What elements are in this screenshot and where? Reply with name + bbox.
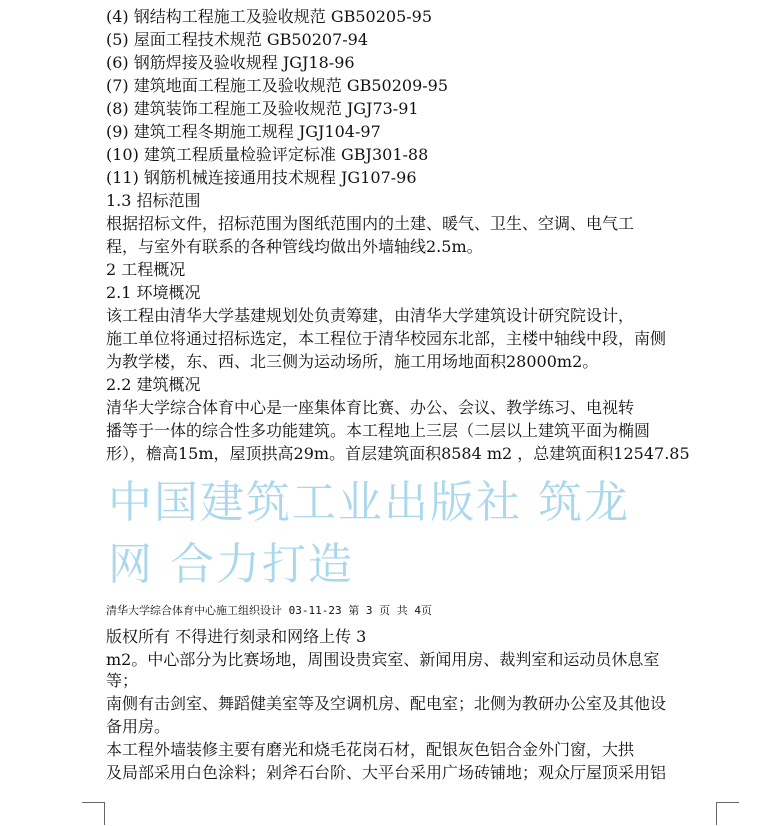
section-heading: 1.3 招标范围 [106, 191, 201, 210]
text-line: (11) 钢筋机械连接通用技术规程 JG107-96 [106, 168, 417, 187]
text-line: 根据招标文件，招标范围为图纸范围内的土建、暖气、卫生、空调、电气工 [106, 214, 635, 233]
text-line: 为教学楼，东、西、北三侧为运动场所，施工用场地面积28000m2。 [106, 352, 599, 371]
text-line: (8) 建筑装饰工程施工及验收规范 JGJ73-91 [106, 99, 419, 118]
section-heading: 2.1 环境概况 [106, 283, 201, 302]
copyright-notice: 版权所有 不得进行刻录和网络上传 3 [106, 627, 367, 646]
text-line: (5) 屋面工程技术规范 GB50207-94 [106, 30, 369, 49]
text-line: 形），檐高15m，屋顶拱高29m。首层建筑面积8584 m2 ，总建筑面积12547.85 [106, 444, 690, 463]
text-line: 播等于一体的综合性多功能建筑。本工程地上三层（二层以上建筑平面为椭圆 [106, 421, 651, 440]
crop-mark-left [82, 802, 105, 825]
text-line: (9) 建筑工程冬期施工规程 JGJ104-97 [106, 122, 381, 141]
crop-mark-right [716, 802, 739, 825]
watermark-line-2: 网 合力打造 [108, 539, 354, 590]
text-line: (6) 钢筋焊接及验收规程 JGJ18-96 [106, 53, 355, 72]
text-line: 本工程外墙装修主要有磨光和烧毛花岗石材，配银灰色铝合金外门窗，大拱 [106, 740, 635, 759]
text-line: m2。中心部分为比赛场地，周围设贵宾室、新闻用房、裁判室和运动员休息室 [106, 650, 660, 669]
watermark-line-1: 中国建筑工业出版社 筑龙 [108, 477, 630, 528]
text-line: 南侧有击剑室、舞蹈健美室等及空调机房、配电室；北侧为教研办公室及其他设 [106, 694, 667, 713]
text-line: 等； [106, 671, 139, 690]
text-line: 该工程由清华大学基建规划处负责筹建，由清华大学建筑设计研究院设计， [106, 306, 635, 325]
text-line: 备用房。 [106, 717, 171, 736]
section-heading: 2.2 建筑概况 [106, 375, 201, 394]
text-line: 及局部采用白色涂料；剁斧石台阶、大平台采用广场砖铺地；观众厅屋顶采用铝 [106, 763, 667, 782]
text-line: (10) 建筑工程质量检验评定标准 GBJ301-88 [106, 145, 429, 164]
text-line: (7) 建筑地面工程施工及验收规范 GB50209-95 [106, 76, 449, 95]
section-heading: 2 工程概况 [106, 260, 186, 279]
text-line: 程，与室外有联系的各种管线均做出外墙轴线2.5m。 [106, 237, 483, 256]
text-line: 清华大学综合体育中心是一座集体育比赛、办公、会议、教学练习、电视转 [106, 398, 635, 417]
text-line: 施工单位将通过招标选定，本工程位于清华校园东北部，主楼中轴线中段，南侧 [106, 329, 667, 348]
text-line: (4) 钢结构工程施工及验收规范 GB50205-95 [106, 7, 433, 26]
page-footer: 清华大学综合体育中心施工组织设计 03-11-23 第 3 页 共 4页 [106, 604, 432, 617]
